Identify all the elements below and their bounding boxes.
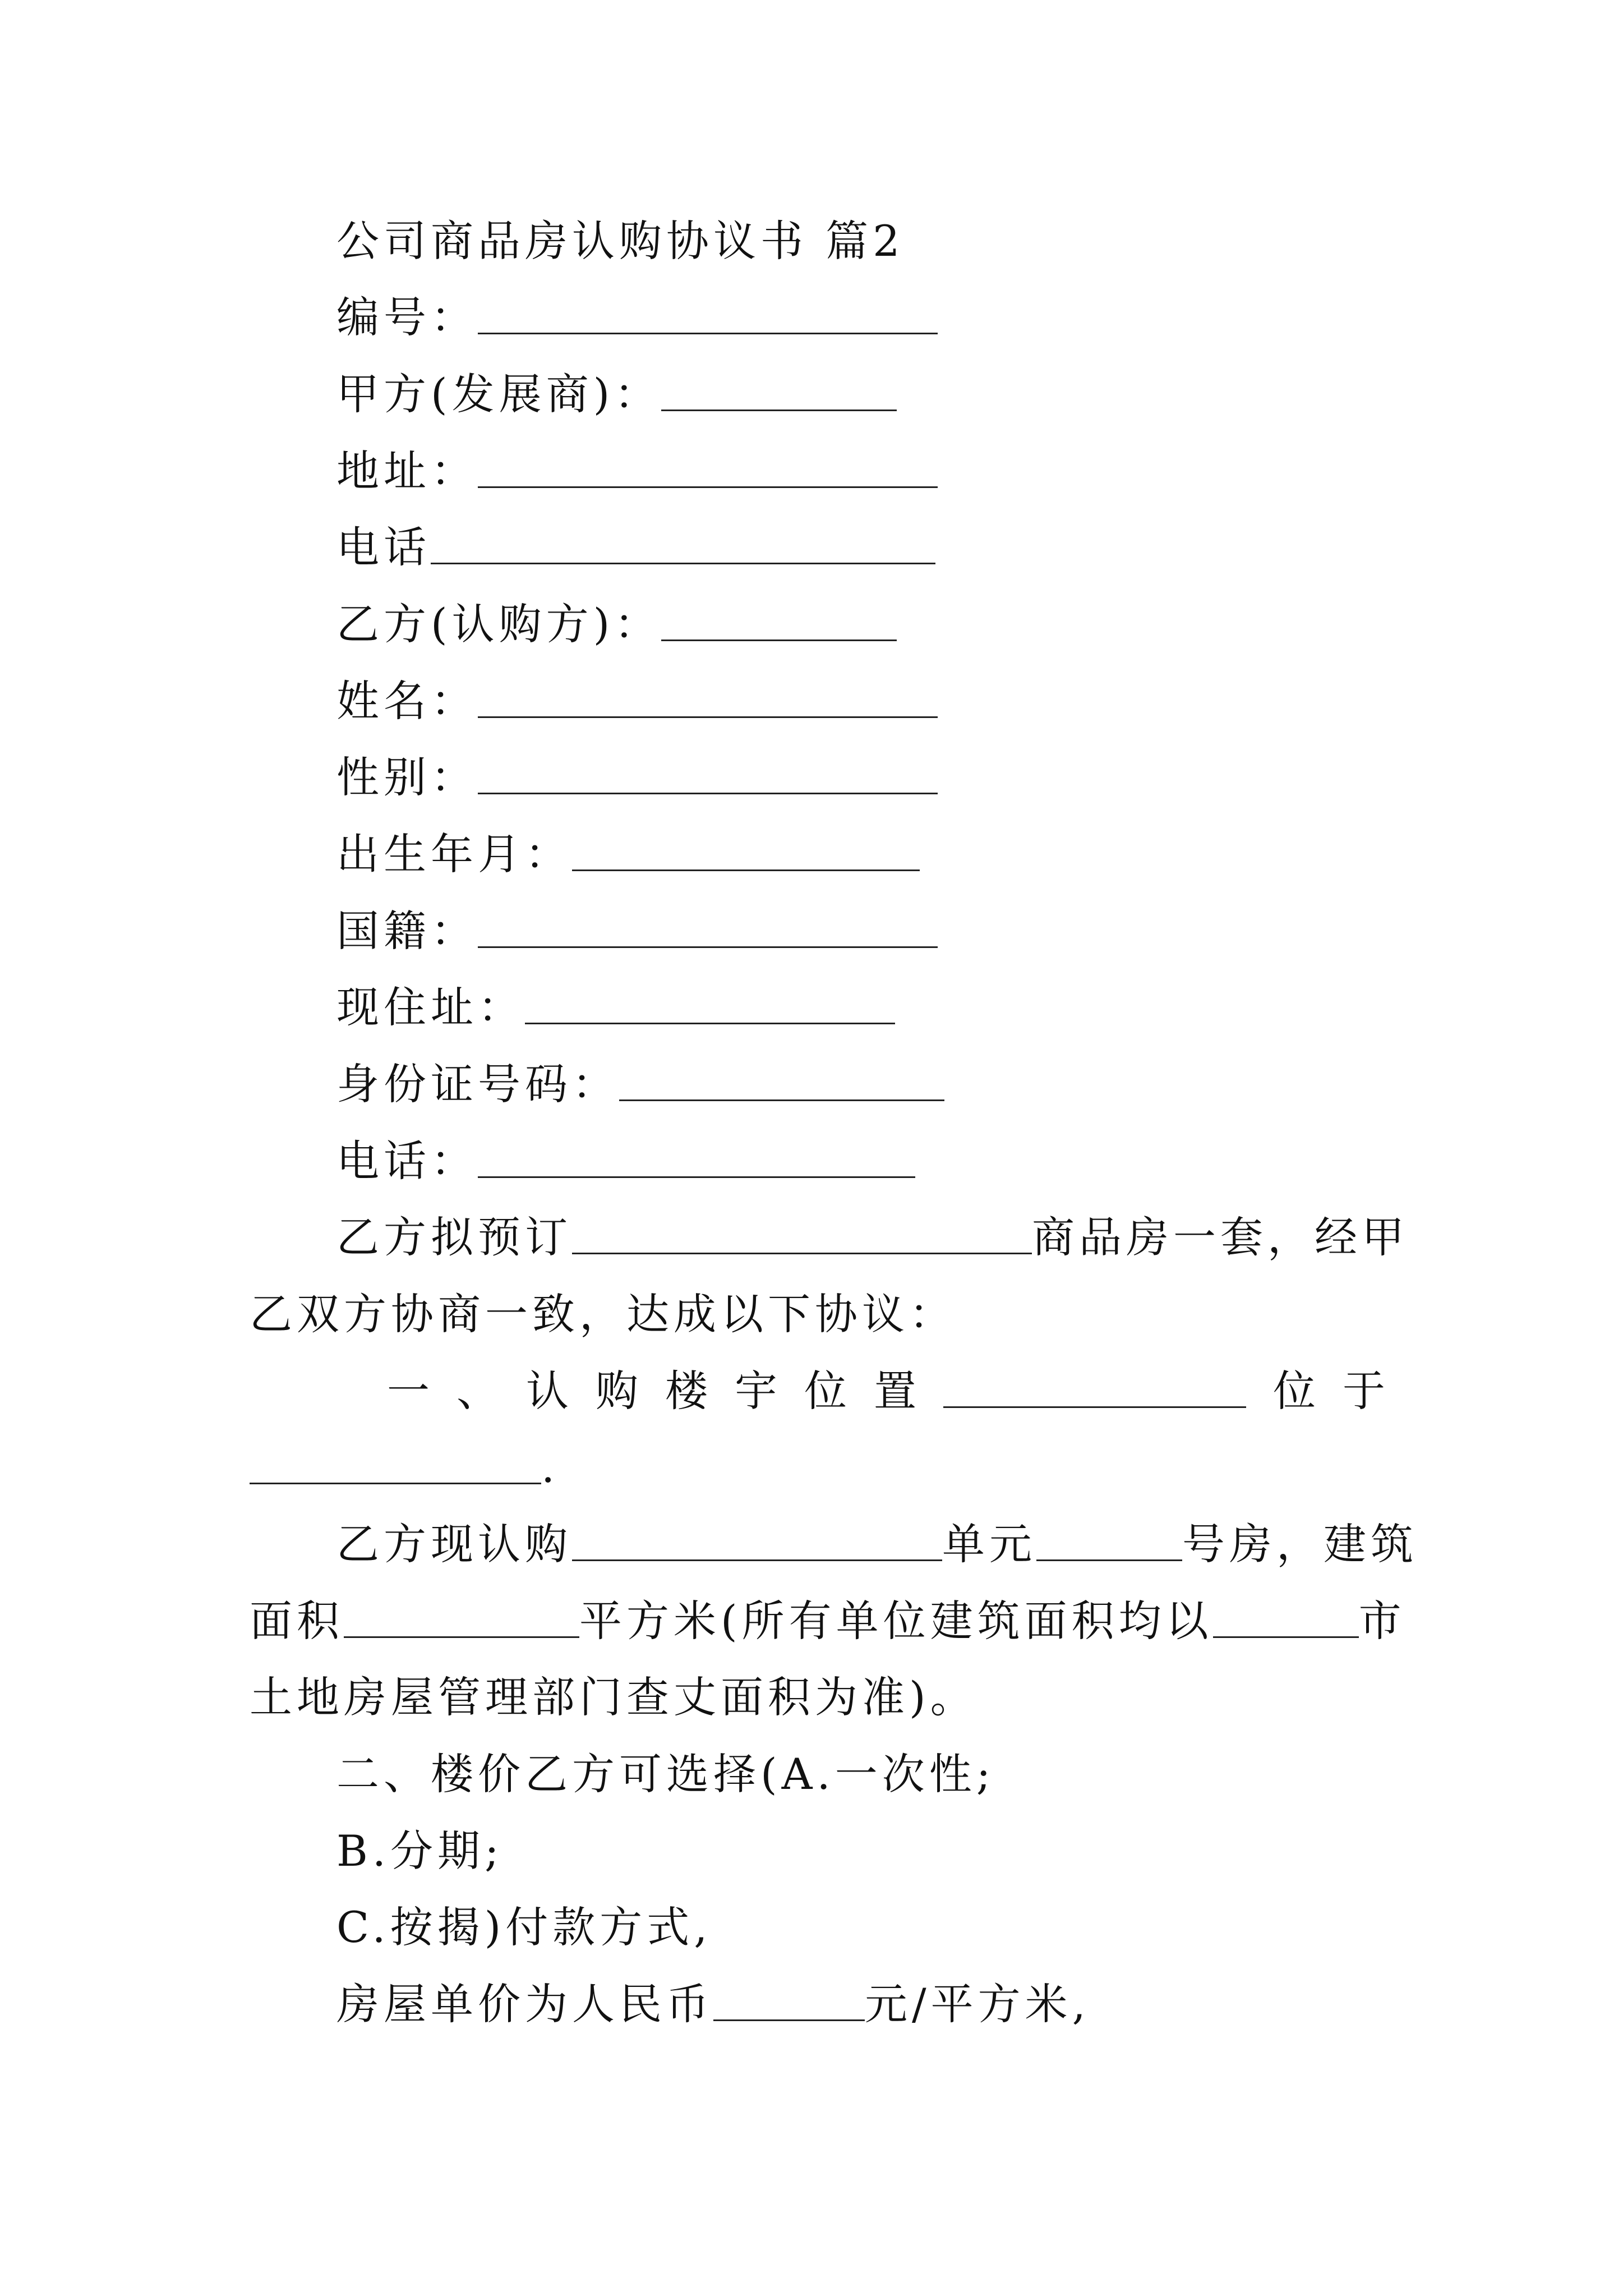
p2-char-5: 楼: [665, 1366, 708, 1416]
p1-blank: [572, 1250, 1032, 1254]
field-birth: [336, 829, 920, 879]
paragraph-6: [336, 1902, 712, 1952]
nationality-blank: [478, 944, 938, 948]
document-title: [336, 216, 905, 266]
p3-text-f: 市: [1358, 1596, 1406, 1646]
paragraph-2-line-2: [250, 1442, 560, 1492]
birth-blank: [572, 867, 920, 871]
p3-blank-4: [1213, 1634, 1359, 1638]
phone-blank: [431, 560, 935, 564]
current-address-blank: [525, 1020, 895, 1024]
serial-label: 编号：: [336, 292, 478, 342]
p1-text-b: 商品房一套，经甲: [1032, 1212, 1409, 1262]
paragraph-2-line-1: [387, 1366, 1385, 1416]
p3-text-g: 土地房屋管理部门查丈面积为准)。: [250, 1672, 978, 1722]
p5-text: B.分期;: [336, 1826, 504, 1876]
birth-label: 出生年月：: [336, 829, 572, 879]
phone-2-label: 电话：: [336, 1136, 478, 1186]
p3-text-d: 面积: [250, 1596, 344, 1646]
p2-char-3: 认: [526, 1366, 569, 1416]
field-phone-2: [336, 1136, 915, 1186]
nationality-label: 国籍：: [336, 906, 478, 956]
p1-text-c: 乙双方协商一致，达成以下协议：: [250, 1289, 956, 1339]
p2-blank-1: [943, 1404, 1246, 1408]
p2-char-1: 一: [387, 1366, 430, 1416]
gender-blank: [478, 790, 938, 794]
p2-char-8: 置: [874, 1366, 916, 1416]
paragraph-5: [336, 1826, 504, 1876]
p2-end: .: [541, 1442, 560, 1492]
phone-2-blank: [478, 1174, 915, 1178]
p2-blank-2: [250, 1480, 541, 1484]
gender-label: 性别：: [336, 752, 478, 802]
paragraph-1-line-2: [250, 1289, 956, 1339]
p3-blank-3: [344, 1634, 579, 1638]
p7-text-b: 元/平方米,: [865, 1979, 1090, 2029]
party-b-label: 乙方(认购方)：: [336, 599, 662, 649]
p1-text-a: 乙方拟预订: [336, 1212, 572, 1262]
paragraph-3-line-3: [250, 1672, 978, 1722]
field-party-b: [336, 599, 897, 649]
party-a-blank: [661, 407, 897, 411]
field-party-a: [336, 369, 897, 419]
field-address: [336, 446, 938, 496]
field-id: [336, 1059, 944, 1109]
address-label: 地址：: [336, 446, 478, 496]
id-label: 身份证号码：: [336, 1059, 619, 1109]
address-blank: [478, 484, 938, 488]
p2-char-2: 、: [457, 1366, 499, 1416]
p2-char-6: 宇: [735, 1366, 777, 1416]
field-name: [336, 676, 938, 726]
paragraph-1-line-1: [336, 1212, 1409, 1262]
paragraph-3-line-1: [336, 1519, 1418, 1569]
field-nationality: [336, 906, 938, 956]
field-current-address: [336, 982, 895, 1032]
paragraph-4: [336, 1749, 995, 1799]
field-serial: [336, 292, 938, 342]
paragraph-7: [336, 1979, 1090, 2029]
field-gender: [336, 752, 938, 802]
p3-text-e: 平方米(所有单位建筑面积均以: [579, 1596, 1213, 1646]
p2-char-9: 位: [1273, 1366, 1316, 1416]
current-address-label: 现住址：: [336, 982, 525, 1032]
phone-label: 电话: [336, 522, 431, 572]
party-b-blank: [661, 637, 897, 641]
p3-blank-2: [1036, 1557, 1182, 1561]
p4-text: 二、楼价乙方可选择(A.一次性;: [336, 1749, 995, 1799]
id-blank: [619, 1097, 944, 1101]
field-phone: [336, 522, 935, 572]
name-blank: [478, 714, 938, 718]
p7-text-a: 房屋单价为人民币: [336, 1979, 713, 2029]
p3-text-b: 单元: [942, 1519, 1036, 1569]
party-a-label: 甲方(发展商)：: [336, 369, 662, 419]
p3-text-c: 号房，建筑: [1182, 1519, 1418, 1569]
p2-char-10: 于: [1343, 1366, 1385, 1416]
p7-blank: [713, 2017, 865, 2021]
paragraph-3-line-2: [250, 1596, 1406, 1646]
p2-char-4: 购: [596, 1366, 638, 1416]
p6-text: C.按揭)付款方式,: [336, 1902, 712, 1952]
p2-char-7: 位: [804, 1366, 847, 1416]
title-text: 公司商品房认购协议书 篇2: [336, 216, 905, 266]
p3-blank-1: [572, 1557, 942, 1561]
name-label: 姓名：: [336, 676, 478, 726]
serial-blank: [478, 330, 938, 334]
p3-text-a: 乙方现认购: [336, 1519, 572, 1569]
